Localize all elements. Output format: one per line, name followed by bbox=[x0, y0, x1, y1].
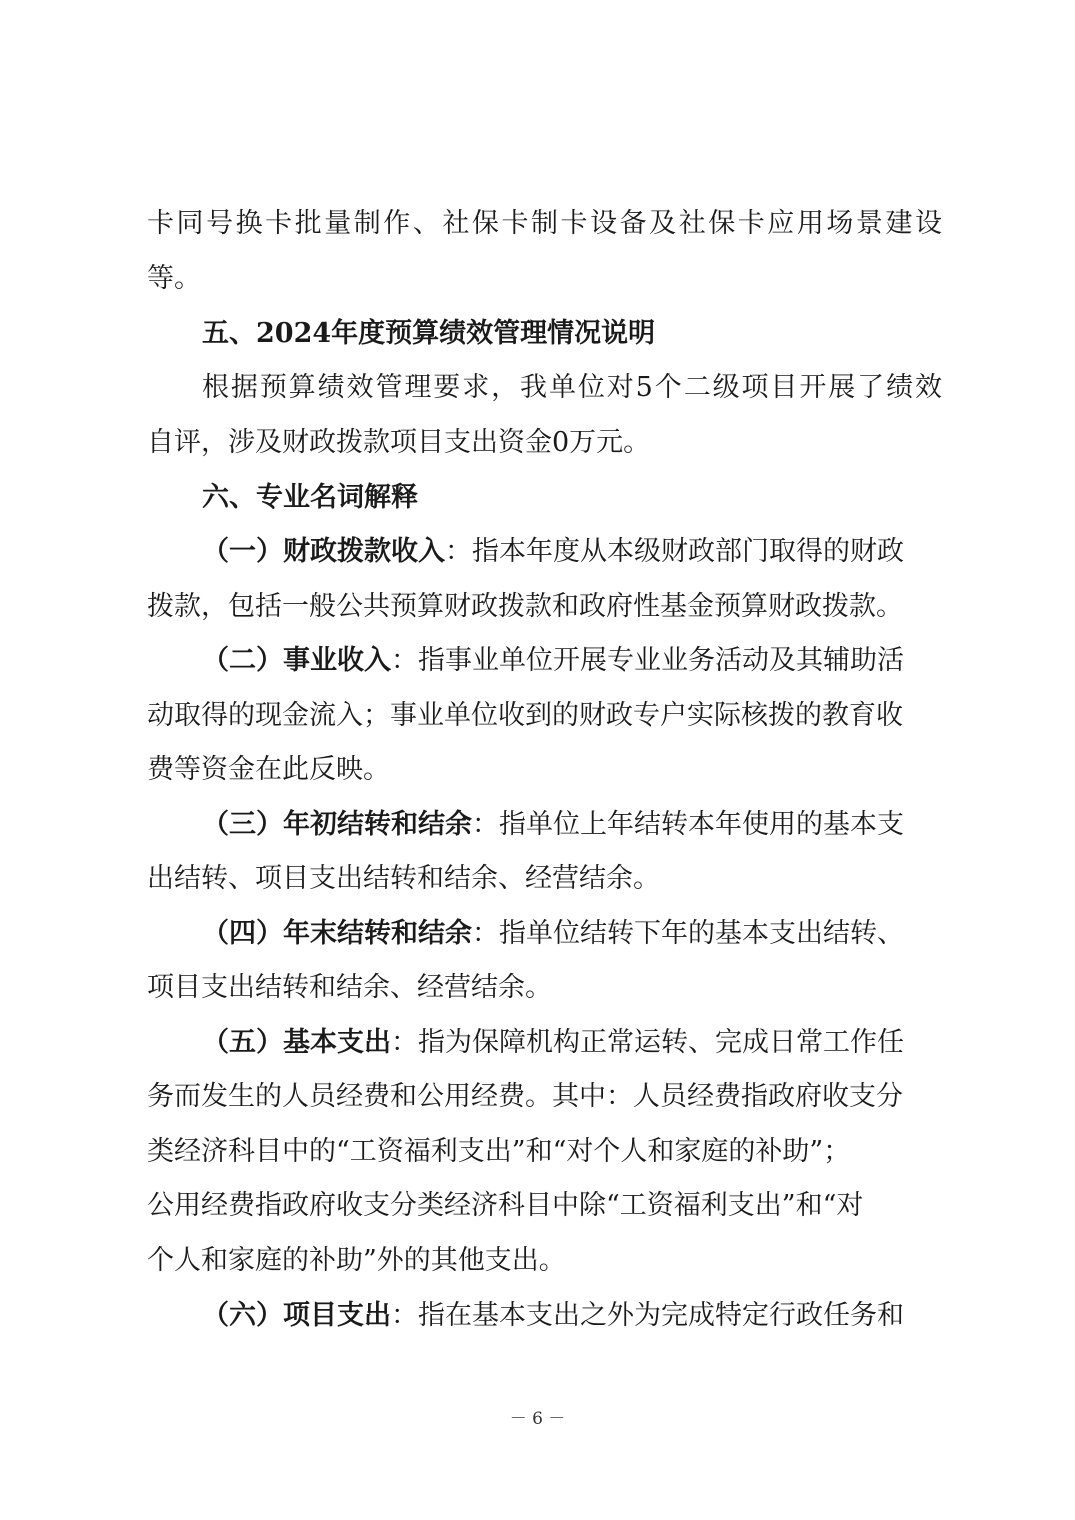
term-name: （三）年初结转和结余 bbox=[202, 809, 472, 840]
text-line: 务而发生的人员经费和公用经费。其中：人员经费指政府收支分 bbox=[147, 1081, 903, 1112]
term-definition: ：指为保障机构正常运转、完成日常工作任 bbox=[391, 1027, 904, 1058]
term-definition: ：指单位上年结转本年使用的基本支 bbox=[472, 809, 904, 840]
text-line: 拨款，包括一般公共预算财政拨款和政府性基金预算财政拨款。 bbox=[147, 591, 903, 622]
term-paragraph-2-line bbox=[202, 643, 942, 679]
text-line: 公用经费指政府收支分类经济科目中除“工资福利支出”和“对 bbox=[147, 1190, 864, 1221]
text-line: 类经济科目中的“工资福利支出”和“对个人和家庭的补助”； bbox=[147, 1136, 851, 1167]
text-line: 根据预算绩效管理要求，我单位对5个二级项目开展了绩效 bbox=[202, 372, 942, 403]
term-paragraph-4-line bbox=[202, 916, 942, 952]
term-name: （一）财政拨款收入 bbox=[202, 536, 445, 567]
term-paragraph-5-line bbox=[202, 1025, 942, 1061]
term-paragraph-3-line bbox=[202, 807, 942, 843]
page-number: － 6 － bbox=[509, 1409, 566, 1429]
text-line: 自评，涉及财政拨款项目支出资金0万元。 bbox=[147, 427, 651, 458]
term-paragraph-1-line bbox=[202, 534, 942, 570]
term-paragraph-6-line bbox=[202, 1298, 942, 1334]
text-line: 费等资金在此反映。 bbox=[147, 754, 390, 785]
term-definition: ：指在基本支出之外为完成特定行政任务和 bbox=[391, 1300, 904, 1331]
term-definition: ：指事业单位开展专业业务活动及其辅助活 bbox=[391, 645, 904, 676]
text-line: 个人和家庭的补助”外的其他支出。 bbox=[147, 1245, 566, 1276]
section-heading-5: 五、2024年度预算绩效管理情况说明 bbox=[202, 318, 656, 349]
text-line: 卡同号换卡批量制作、社保卡制卡设备及社保卡应用场景建设 bbox=[147, 208, 942, 239]
term-definition: ：指本年度从本级财政部门取得的财政 bbox=[445, 536, 904, 567]
term-name: （六）项目支出 bbox=[202, 1300, 391, 1331]
text-line: 出结转、项目支出结转和结余、经营结余。 bbox=[147, 863, 660, 894]
term-name: （二）事业收入 bbox=[202, 645, 391, 676]
term-name: （五）基本支出 bbox=[202, 1027, 391, 1058]
section-heading-6: 六、专业名词解释 bbox=[202, 482, 418, 513]
term-definition: ：指单位结转下年的基本支出结转、 bbox=[472, 918, 904, 949]
text-line: 动取得的现金流入；事业单位收到的财政专户实际核拨的教育收 bbox=[147, 700, 903, 731]
text-line: 项目支出结转和结余、经营结余。 bbox=[147, 972, 552, 1003]
term-name: （四）年末结转和结余 bbox=[202, 918, 472, 949]
text-line: 等。 bbox=[147, 263, 201, 294]
